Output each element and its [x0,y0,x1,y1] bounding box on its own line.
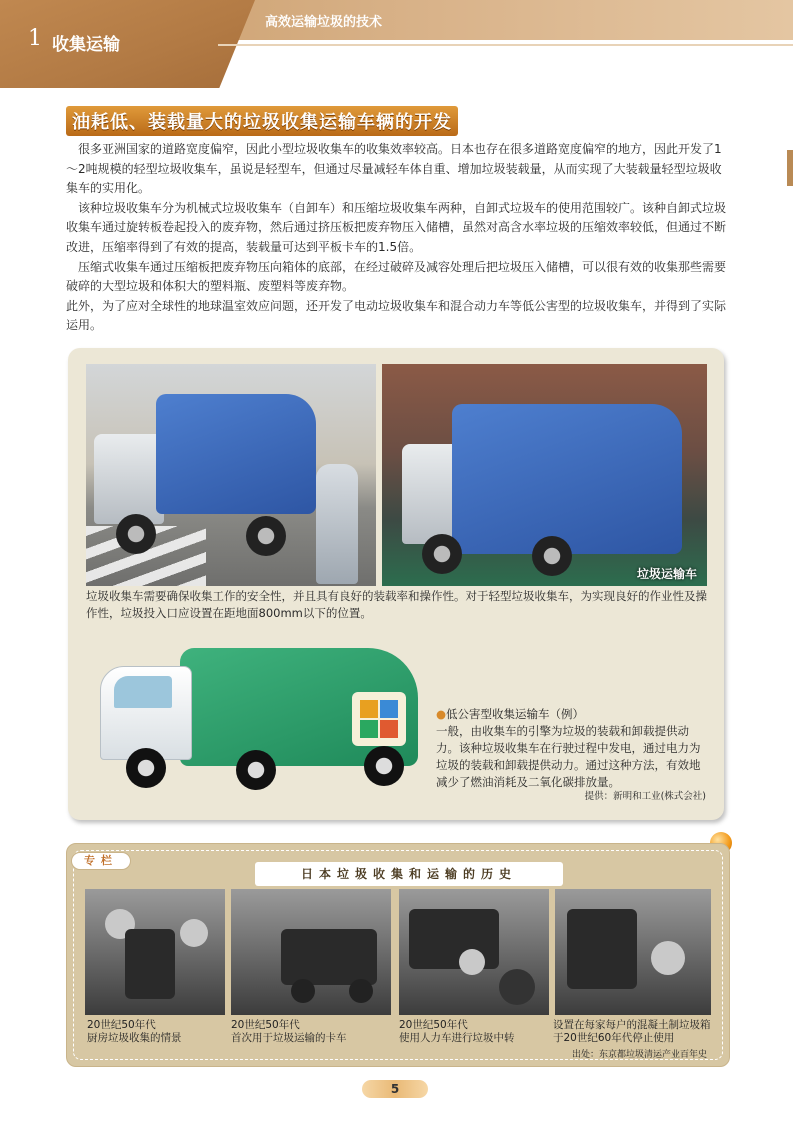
history-caption: 20世纪50年代 使用人力车进行垃圾中转 [399,1019,515,1044]
article-body [66,140,730,336]
low-emission-caption [436,706,708,791]
header-rule [218,44,793,46]
history-photo [399,889,549,1015]
history-caption: 设置在每家每户的混凝土制垃圾箱 于20世纪60年代停止使用 [553,1019,711,1044]
column-tag: 专栏 [71,852,131,870]
chapter-number: 1 [28,26,42,51]
bullet: ● [436,707,447,721]
photo-panel [68,348,724,820]
history-caption: 20世纪50年代 厨房垃圾收集的情景 [87,1019,182,1044]
history-photo [555,889,711,1015]
page-number: 5 [362,1080,428,1098]
edge-tab [787,150,793,186]
low-emission-truck-photo [96,630,426,796]
history-column [66,843,730,1067]
history-photo [231,889,391,1015]
running-title: 高效运输垃圾的技术 [265,15,383,30]
column-title: 日本垃圾收集和运输的历史 [255,862,563,886]
photo-caption: 垃圾收集车需要确保收集工作的安全性，并且具有良好的装载率和操作性。对于轻型垃圾收集车，为实现良好的作业性及操作性，垃圾投入口应设置在距地面800mm以下的位置。 [86,589,707,620]
article-heading: 油耗低、装载量大的垃圾收集运输车辆的开发 [66,107,458,135]
chapter-label: 收集运输 [52,35,120,55]
paragraph: 此外，为了应对全球性的地球温室效应问题，还开发了电动垃圾收集车和混合动力车等低公害型的垃圾收集车，并得到了实际运用。 [66,298,727,333]
caption-title: 低公害型收集运输车（例） [446,707,585,721]
paragraph: 压缩式收集车通过压缩板把废弃物压向箱体的底部，在经过破碎及减容处理后把垃圾压入储槽，可以很有效的收集那些需要破碎的大型垃圾和体积大的塑料瓶、废塑料等废弃物。 [66,259,727,294]
compactor-truck-photo [86,364,376,586]
history-photo [85,889,225,1015]
photo-credit: 提供：新明和工业(株式会社) [584,791,706,802]
truck-logo [352,692,406,746]
source-note: 出处：东京都垃圾清运产业百年史 [571,1050,707,1060]
photo-label: 垃圾运输车 [636,567,697,581]
paragraph: 很多亚洲国家的道路宽度偏窄，因此小型垃圾收集车的收集效率较高。日本也存在很多道路宽度偏窄的地方，因此开发了1～2吨规模的轻型垃圾收集车，虽说是轻型车，但通过尽量减轻车体自重、增加垃圾装载量，从而实现了大装载量轻型垃圾收集车的实用化。 [66,142,722,196]
caption-body: 一般，由收集车的引擎为垃圾的装载和卸载提供动力。该种垃圾收集车在行驶过程中发电，通过电力为垃圾的装载和卸载提供动力。通过这种方法，有效地减少了燃油消耗及二氧化碳排放量。 [436,724,701,789]
paragraph: 该种垃圾收集车分为机械式垃圾收集车（自卸车）和压缩垃圾收集车两种，自卸式垃圾车的使用范围较广。该种自卸式垃圾收集车通过旋转板卷起投入的废弃物，然后通过挤压板把废弃物压入储槽，虽然对高含水率垃圾的压缩效率较低，但通过不断改进，压缩率得到了有效的提高，装载量可达到平板卡车的1.5倍。 [66,200,727,254]
garbage-truck-photo [382,364,707,586]
history-caption: 20世纪50年代 首次用于垃圾运输的卡车 [231,1019,347,1044]
page-header [0,0,793,88]
